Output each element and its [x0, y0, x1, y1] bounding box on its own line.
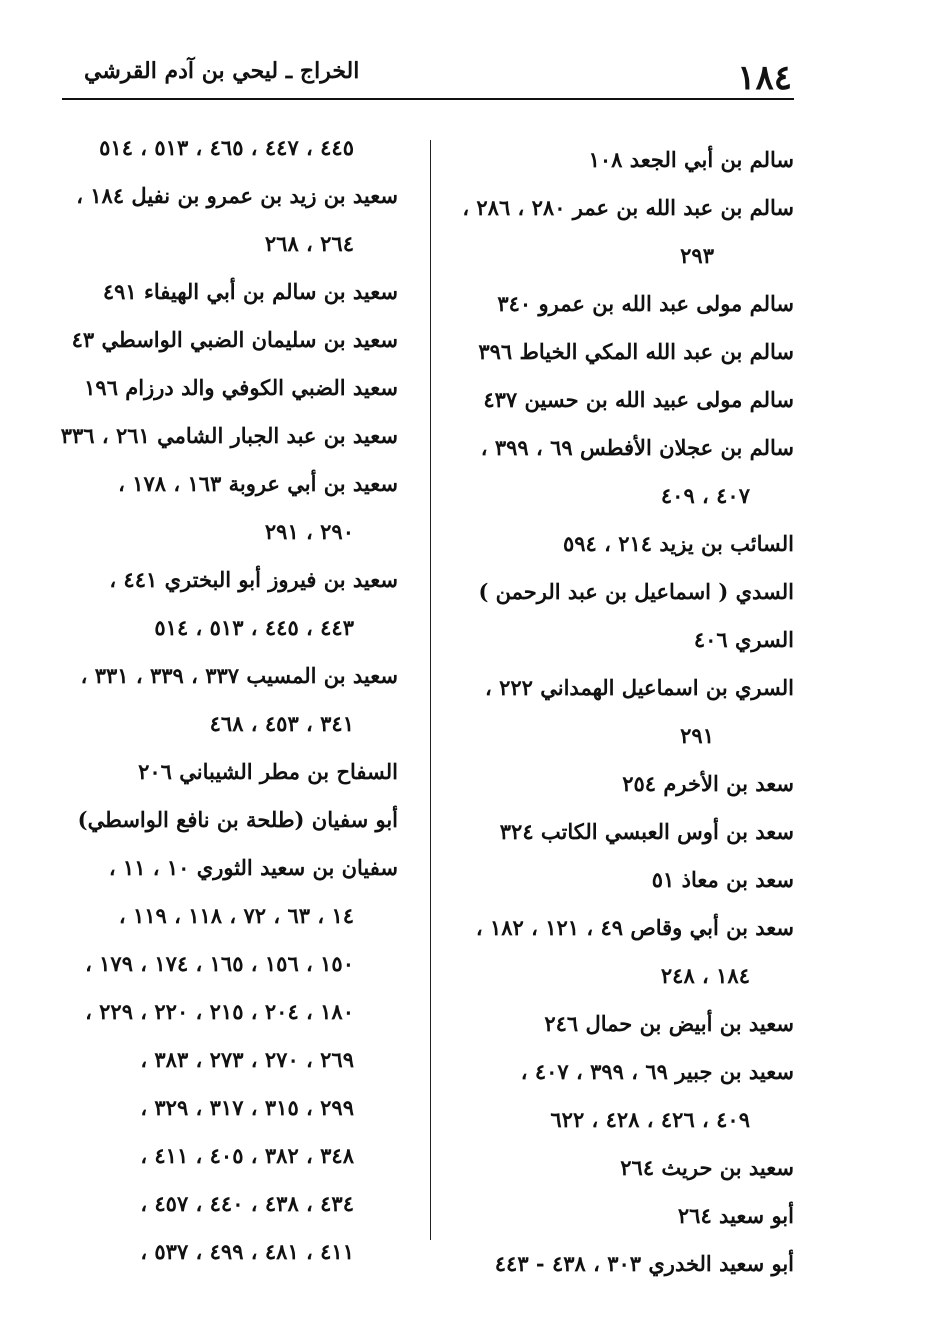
column-divider [430, 140, 431, 1240]
index-entry-continuation: ٢٩١ [680, 723, 714, 748]
index-entry: سالم بن عجلان الأفطس ٦٩ ، ٣٩٩ ، [480, 435, 794, 460]
index-entry-continuation: ٣٤٨ ، ٣٨٢ ، ٤٠٥ ، ٤١١ ، [140, 1143, 354, 1168]
index-entry: سعيد بن المسيب ٣٣٧ ، ٣٣٩ ، ٣٣١ ، [80, 663, 398, 688]
index-entry: أبو سعيد الخدري ٣٠٣ ، ٤٣٨ - ٤٤٣ [494, 1251, 794, 1276]
index-entry-continuation: ١٥٠ ، ١٥٦ ، ١٦٥ ، ١٧٤ ، ١٧٩ ، [85, 951, 354, 976]
index-entry: السفاح بن مطر الشيباني ٢٠٦ [138, 759, 398, 784]
index-entry-continuation: ٤٤٥ ، ٤٤٧ ، ٤٦٥ ، ٥١٣ ، ٥١٤ [99, 135, 354, 160]
header-rule [62, 98, 794, 100]
index-column-right [439, 136, 794, 1288]
index-entry: السدي ( اسماعيل بن عبد الرحمن ) [478, 579, 794, 604]
index-entry-continuation: ٤٣٤ ، ٤٣٨ ، ٤٤٠ ، ٤٥٧ ، [140, 1191, 354, 1216]
index-entry-continuation: ٤٤٣ ، ٤٤٥ ، ٥١٣ ، ٥١٤ [154, 615, 354, 640]
index-entry: السري ٤٠٦ [693, 627, 794, 652]
index-entry: سالم بن عبد الله بن عمر ٢٨٠ ، ٢٨٦ ، [462, 195, 794, 220]
index-entry-continuation: ١٨٤ ، ٢٤٨ [660, 963, 750, 988]
index-entry: السائب بن يزيد ٢١٤ ، ٥٩٤ [563, 531, 794, 556]
index-entry-continuation: ١٤ ، ٦٣ ، ٧٢ ، ١١٨ ، ١١٩ ، [118, 903, 354, 928]
page-number: ١٨٤ [737, 58, 792, 98]
index-entry: سفيان بن سعيد الثوري ١٠ ، ١١ ، [108, 855, 398, 880]
index-entry: أبو سفيان (طلحة بن نافع الواسطي) [77, 807, 398, 832]
page-header [62, 52, 794, 100]
index-column-left [38, 124, 398, 1276]
index-entry: سعد بن معاذ ٥١ [651, 867, 794, 892]
index-entry: سالم مولى عبيد الله بن حسين ٤٣٧ [483, 387, 794, 412]
index-entry: سالم مولى عبد الله بن عمرو ٣٤٠ [497, 291, 794, 316]
running-title: الخراج ـ ليحي بن آدم القرشي [84, 58, 360, 84]
index-entry: السري بن اسماعيل الهمداني ٢٢٢ ، [484, 675, 794, 700]
index-entry-continuation: ٢٦٤ ، ٢٦٨ [264, 231, 354, 256]
index-entry: سعيد الضبي الكوفي والد درزام ١٩٦ [84, 375, 398, 400]
index-entry: سعد بن الأخرم ٢٥٤ [622, 771, 794, 796]
index-entry: سعيد بن سليمان الضبي الواسطي ٤٣ [71, 327, 398, 352]
index-entry: سعد بن أبي وقاص ٤٩ ، ١٢١ ، ١٨٢ ، [475, 915, 794, 940]
index-entry-continuation: ٤٠٩ ، ٤٢٦ ، ٤٢٨ ، ٦٢٢ [550, 1107, 750, 1132]
index-entry: سالم بن أبي الجعد ١٠٨ [588, 147, 794, 172]
index-entry-continuation: ١٨٠ ، ٢٠٤ ، ٢١٥ ، ٢٢٠ ، ٢٢٩ ، [85, 999, 354, 1024]
index-entry-continuation: ٢٦٩ ، ٢٧٠ ، ٢٧٣ ، ٣٨٣ ، [140, 1047, 354, 1072]
index-entry: سعيد بن أبي عروبة ١٦٣ ، ١٧٨ ، [118, 471, 398, 496]
index-entry: سعيد بن سالم بن أبي الهيفاء ٤٩١ [102, 279, 398, 304]
index-entry: سعيد بن عبد الجبار الشامي ٢٦١ ، ٣٣٦ [60, 423, 398, 448]
index-entry: أبو سعيد ٢٦٤ [677, 1203, 794, 1228]
index-entry-continuation: ٤١١ ، ٤٨١ ، ٤٩٩ ، ٥٣٧ ، [140, 1239, 354, 1264]
index-entry: سالم بن عبد الله المكي الخياط ٣٩٦ [478, 339, 794, 364]
index-entry: سعيد بن جبير ٦٩ ، ٣٩٩ ، ٤٠٧ ، [520, 1059, 794, 1084]
index-entry-continuation: ٢٩٩ ، ٣١٥ ، ٣١٧ ، ٣٢٩ ، [140, 1095, 354, 1120]
index-entry-continuation: ٢٩٣ [680, 243, 714, 268]
index-entry: سعد بن أوس العبسي الكاتب ٣٢٤ [499, 819, 794, 844]
index-entry-continuation: ٢٩٠ ، ٢٩١ [264, 519, 354, 544]
index-entry: سعيد بن زيد بن عمرو بن نفيل ١٨٤ ، [76, 183, 398, 208]
index-entry: سعيد بن فيروز أبو البختري ٤٤١ ، [109, 567, 398, 592]
index-entry-continuation: ٣٤١ ، ٤٥٣ ، ٤٦٨ [209, 711, 354, 736]
index-entry-continuation: ٤٠٧ ، ٤٠٩ [660, 483, 750, 508]
index-entry: سعيد بن حريث ٢٦٤ [620, 1155, 794, 1180]
index-entry: سعيد بن أبيض بن حمال ٢٤٦ [544, 1011, 794, 1036]
